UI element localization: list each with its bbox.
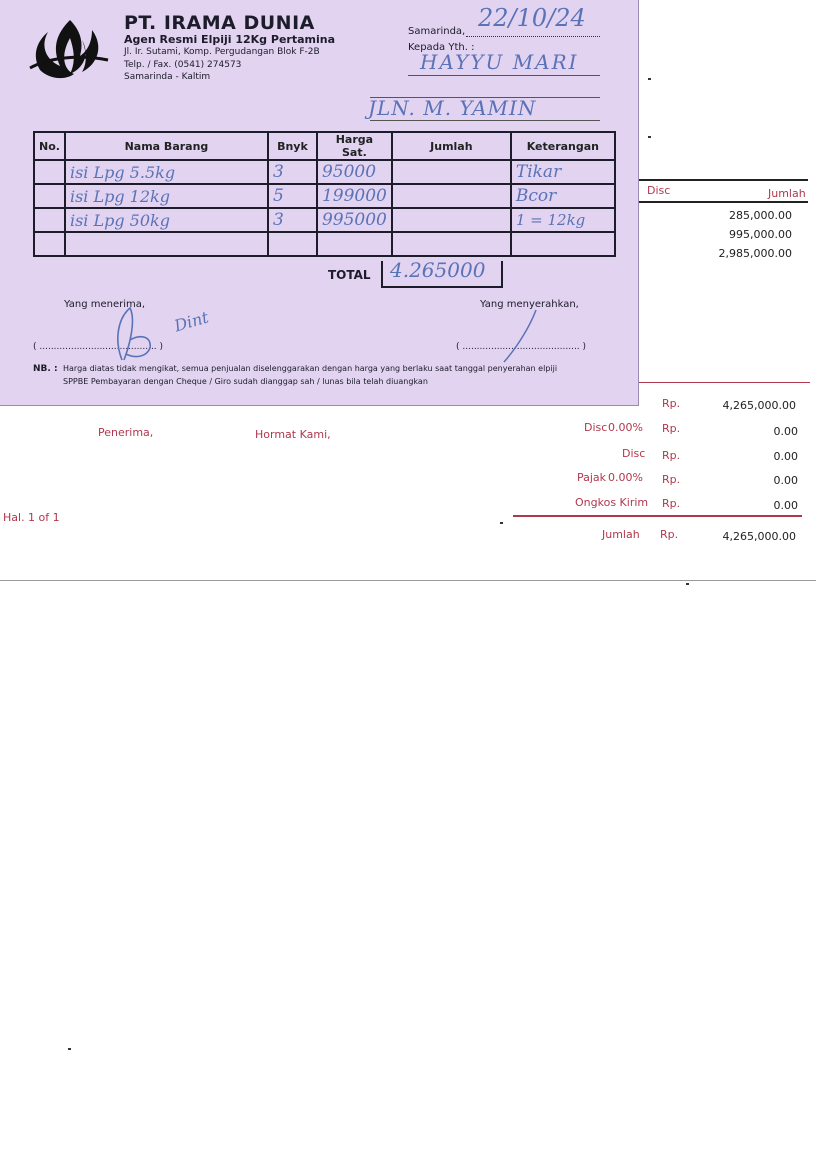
item-note: Bcor — [515, 186, 557, 206]
speck — [68, 1048, 71, 1050]
recipient-name: HAYYU MARI — [420, 50, 579, 74]
col-note: Keterangan — [511, 132, 615, 160]
speck — [500, 522, 503, 524]
receiver-label: Yang menerima, — [64, 299, 146, 310]
note-line-2: SPPBE Pembayaran dengan Cheque / Giro sudah dianggap sah / lunas bila telah diuangkan — [63, 377, 428, 386]
line-amount-2: 995,000.00 — [729, 228, 792, 241]
col-jumlah-header: Jumlah — [768, 187, 806, 200]
item-qty: 3 — [272, 210, 284, 230]
company-tagline: Agen Resmi Elpiji 12Kg Pertamina — [124, 33, 335, 46]
speck — [648, 78, 651, 80]
flame-logo-icon — [26, 16, 112, 82]
sender-signature — [496, 306, 546, 366]
item-note: Tikar — [515, 162, 562, 182]
col-no: No. — [34, 132, 65, 160]
item-name: isi Lpg 12kg — [69, 186, 170, 206]
item-qty: 3 — [272, 162, 284, 182]
note-label: NB. : — [33, 364, 58, 374]
sender-signature-line: ( ......................................... ) — [456, 342, 587, 352]
col-price: Harga Sat. — [317, 132, 392, 160]
company-phone: Telp. / Fax. (0541) 274573 — [124, 60, 242, 70]
penerima-label: Penerima, — [98, 426, 154, 439]
company-city: Samarinda - Kaltim — [124, 72, 211, 82]
speck — [648, 136, 651, 138]
speck — [686, 583, 689, 585]
company-name: PT. IRAMA DUNIA — [124, 12, 315, 34]
table-row — [34, 184, 615, 208]
item-price: 95000 — [321, 162, 377, 182]
item-qty: 5 — [272, 186, 284, 206]
line-amount-1: 285,000.00 — [729, 209, 792, 222]
hormat-label: Hormat Kami, — [255, 428, 331, 441]
printed-invoice: Disc Jumlah 285,000.00 995,000.00 2,985,000.00 Penerima, Hormat Kami, Hal. 1 of 1 Rp. 4,265,000.00 Disc 0.00% Rp. 0.00 Disc Rp. 0.00 Pajak 0.00% Rp. 0.00 Ongkos Kirim Rp. 0.00 Jumlah Rp. 4,265,000.00 — [0, 0, 827, 600]
date-value: 22/10/24 — [478, 4, 586, 32]
page-number: Hal. 1 of 1 — [3, 511, 60, 524]
item-name: isi Lpg 50kg — [69, 210, 170, 230]
recipient-address: JLN. M. YAMIN — [368, 96, 537, 120]
receiver-scrawl: Dint — [172, 307, 211, 336]
items-table — [33, 131, 616, 257]
table-row — [34, 160, 615, 184]
table-header-row — [34, 132, 615, 160]
item-price: 199000 — [321, 186, 387, 206]
table-top-rule — [638, 179, 808, 181]
receiver-signature-line: ( ......................................... ) — [33, 342, 164, 352]
delivery-receipt — [0, 0, 639, 406]
company-address: Jl. Ir. Sutami, Komp. Pergudangan Blok F-2B — [124, 47, 320, 57]
table-row — [34, 232, 615, 256]
page-fold-line — [0, 580, 816, 581]
col-qty: Bnyk — [268, 132, 317, 160]
col-disc-header: Disc — [647, 184, 671, 197]
line-amount-3: 2,985,000.00 — [718, 247, 792, 260]
note-line-1: Harga diatas tidak mengikat, semua penjualan diselenggarakan dengan harga yang berlaku saat tanggal penyerahan elpiji — [63, 364, 558, 373]
col-amount: Jumlah — [392, 132, 511, 160]
item-name: isi Lpg 5.5kg — [69, 162, 176, 182]
date-label: Samarinda, — [408, 26, 466, 37]
sender-label: Yang menyerahkan, — [480, 299, 579, 310]
total-label: TOTAL — [328, 268, 371, 282]
item-price: 995000 — [321, 210, 387, 230]
to-label: Kepada Yth. : — [408, 42, 475, 53]
item-note: 1 = 12kg — [515, 211, 586, 229]
summary-bottom-rule — [513, 515, 802, 517]
total-value: 4.265000 — [390, 258, 486, 282]
table-header-rule — [638, 201, 808, 203]
table-row — [34, 208, 615, 232]
col-item: Nama Barang — [65, 132, 268, 160]
